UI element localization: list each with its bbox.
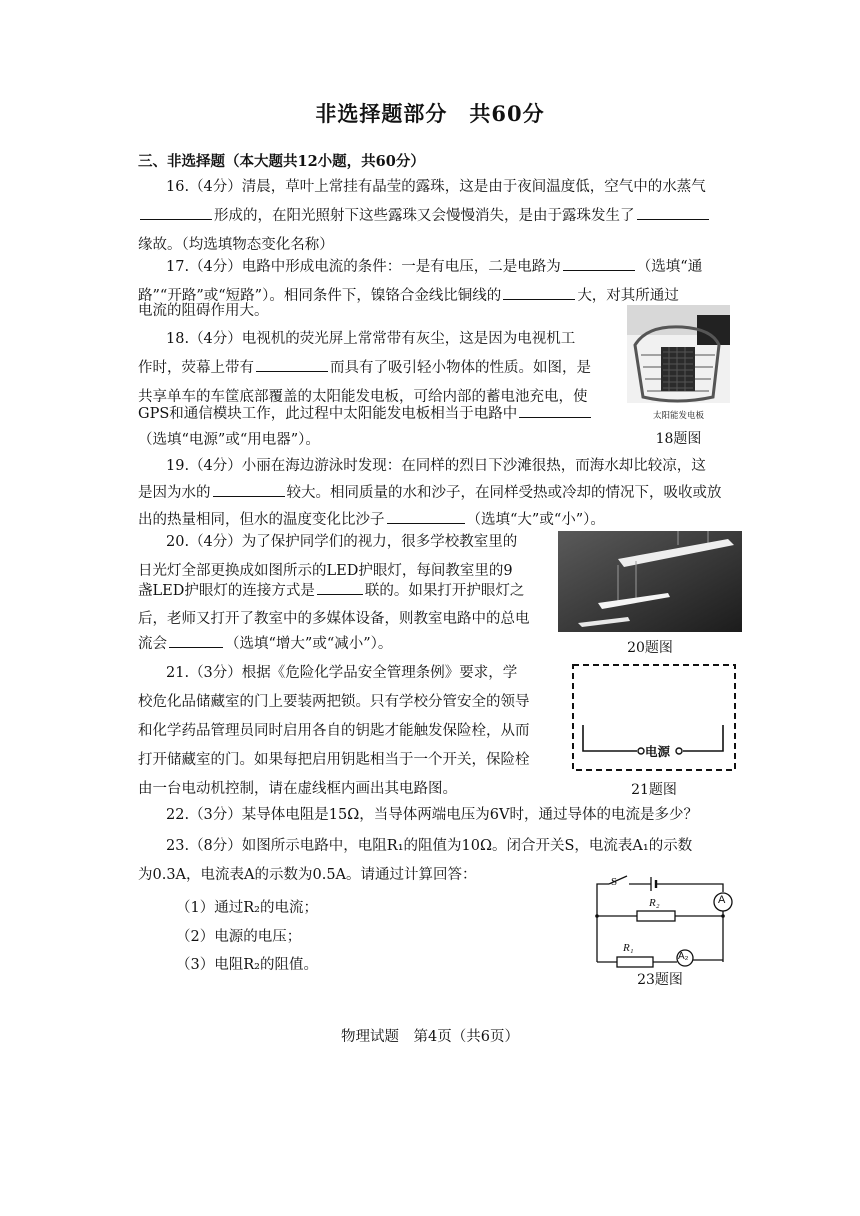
q17-number: 17. [166,259,190,275]
answer-blank[interactable] [637,205,709,220]
fig20-caption: 20题图 [627,640,673,656]
answer-blank[interactable] [317,580,363,595]
q23-line2: 为0.3A，电流表A的示数为0.5A。请通过计算回答： [138,867,477,883]
ammeter-a-label: A [718,894,726,906]
q17-text2a: 路”“开路”或“短路”）。相同条件下，镍铬合金线比铜线的 [138,288,502,304]
q18-text4: GPS和通信模块工作，此过程中太阳能发电板相当于电路中 [138,406,518,422]
photo-label: 太阳能发电板 [652,410,704,420]
r2-label: R₂ [649,897,660,909]
fig23-caption: 23题图 [637,972,683,988]
q23-sub1: （1）通过R₂的电流； [176,900,318,916]
solar-panel-basket-photo [627,305,730,423]
q20-number: 20. [166,534,190,550]
q21-line5: 由一台电动机控制，请在虚线框内画出其电路图。 [138,781,457,797]
q19-number: 19. [166,458,190,474]
answer-blank[interactable] [503,285,575,300]
q21-line2: 校危化品储藏室的门上要装两把锁。只有学校分管安全的领导 [138,694,530,710]
q17-line1 [166,253,702,283]
answer-blank[interactable] [519,403,591,418]
basket-illustration [627,305,730,423]
q17-text2b: 大，对其所通过 [577,288,679,304]
q19-text3a: 出的热量相同，但水的温度变化比沙子 [138,512,385,528]
q18-line2 [138,354,591,384]
q19-text2b: 较大。相同质量的水和沙子，在同样受热或冷却的情况下，吸收或放 [286,485,722,501]
q18-text2a: 作时，荧幕上带有 [138,360,254,376]
q19-text3b: （选填“大”或“小”）。 [466,512,605,528]
q23-sub3: （3）电阻R₂的阻值。 [176,957,318,973]
q16-number: 16. [166,179,190,195]
page-footer: 物理试题 第4页（共6页） [341,1029,519,1045]
q20-text3b: 联的。如果打开护眼灯之 [364,583,525,599]
led-lamps-illustration [558,531,742,632]
q23-number: 23. [166,838,190,854]
q18-text1: （4分）电视机的荧光屏上常常带有灰尘，这是因为电视机工 [189,331,576,347]
q17-line3: 电流的阻碍作用大。 [138,303,269,319]
answer-blank[interactable] [256,357,328,372]
answer-blank[interactable] [169,633,223,648]
q20-text1: （4分）为了保护同学们的视力，很多学校教室里的 [189,534,518,550]
q18-number: 18. [166,331,190,347]
q20-line3 [138,577,524,607]
q18-line1 [166,325,575,355]
q23-text1: （8分）如图所示电路中，电阻R₁的阻值为10Ω。闭合开关S，电流表A₁的示数 [189,838,693,854]
q19-line1 [166,452,706,482]
switch-label: S [611,876,618,888]
q21-line4: 打开储藏室的门。如果每把启用钥匙相当于一个开关，保险栓 [138,752,530,768]
circuit-drawing-box[interactable] [571,663,737,772]
q20-line2: 日光灯全部更换成如图所示的LED护眼灯，每间教室里的9 [138,563,513,579]
q23-circuit-diagram [587,870,737,970]
q21-text1: （3分）根据《危险化学品安全管理条例》要求，学 [189,665,518,681]
q16-line1 [166,173,706,203]
q18-line5: （选填“电源”或“用电器”）。 [138,432,320,448]
q22-number: 22. [166,807,190,823]
q20-line4: 后，老师又打开了教室中的多媒体设备，则教室电路中的总电 [138,611,530,627]
q17-text1b: （选填“通 [636,259,703,275]
power-source-label: 电源 [645,744,671,759]
q19-text2a: 是因为水的 [138,485,211,501]
answer-blank[interactable] [140,205,212,220]
q19-line2 [138,479,722,509]
answer-blank[interactable] [213,482,285,497]
q16-text1: （4分）清晨，草叶上常挂有晶莹的露珠，这是由于夜间温度低，空气中的水蒸气 [189,179,706,195]
q20-text5a: 流会 [138,636,167,652]
r1-label: R₁ [623,942,634,954]
q16-line2 [138,202,711,232]
title-right: 共60分 [469,101,545,126]
ammeter-a2-label: A₂ [678,951,689,962]
q17-text1a: （4分）电路中形成电流的条件：一是有电压，二是电路为 [189,259,561,275]
q20-text3a: 盏LED护眼灯的连接方式是 [138,583,315,599]
page-title [0,98,860,128]
fig18-caption: 18题图 [655,431,702,447]
q23-line1 [166,832,692,862]
title-left: 非选择题部分 [315,101,448,126]
q20-text5b: （选填“增大”或“减小”）。 [225,636,393,652]
q21-number: 21. [166,665,190,681]
q21-line3: 和化学药品管理员同时启用各自的钥匙才能触发保险栓，从而 [138,723,530,739]
led-lamps-photo [558,531,742,632]
q20-line5 [138,630,392,660]
q22-line [166,801,698,831]
q23-sub2: （2）电源的电压； [176,929,302,945]
answer-blank[interactable] [563,256,635,271]
q18-text2b: 而具有了吸引轻小物体的性质。如图，是 [330,360,591,376]
fig21-caption: 21题图 [631,782,677,798]
q16-line3: 缘故。（均选填物态变化名称） [138,237,334,253]
q23-circuit-svg [587,870,737,970]
answer-blank[interactable] [387,509,465,524]
q21-line1 [166,659,517,689]
q20-line1 [166,528,517,558]
q22-text: （3分）某导体电阻是15Ω，当导体两端电压为6V时，通过导体的电流是多少？ [189,807,698,823]
q16-text2: 形成的，在阳光照射下这些露珠又会慢慢消失，是由于露珠发生了 [214,208,635,224]
section-heading: 三、非选择题（本大题共12小题，共60分） [138,153,425,170]
q19-text1: （4分）小丽在海边游泳时发现：在同样的烈日下沙滩很热，而海水却比较凉，这 [189,458,706,474]
q18-line3: 共享单车的车筐底部覆盖的太阳能发电板，可给内部的蓄电池充电，使 [138,389,588,405]
